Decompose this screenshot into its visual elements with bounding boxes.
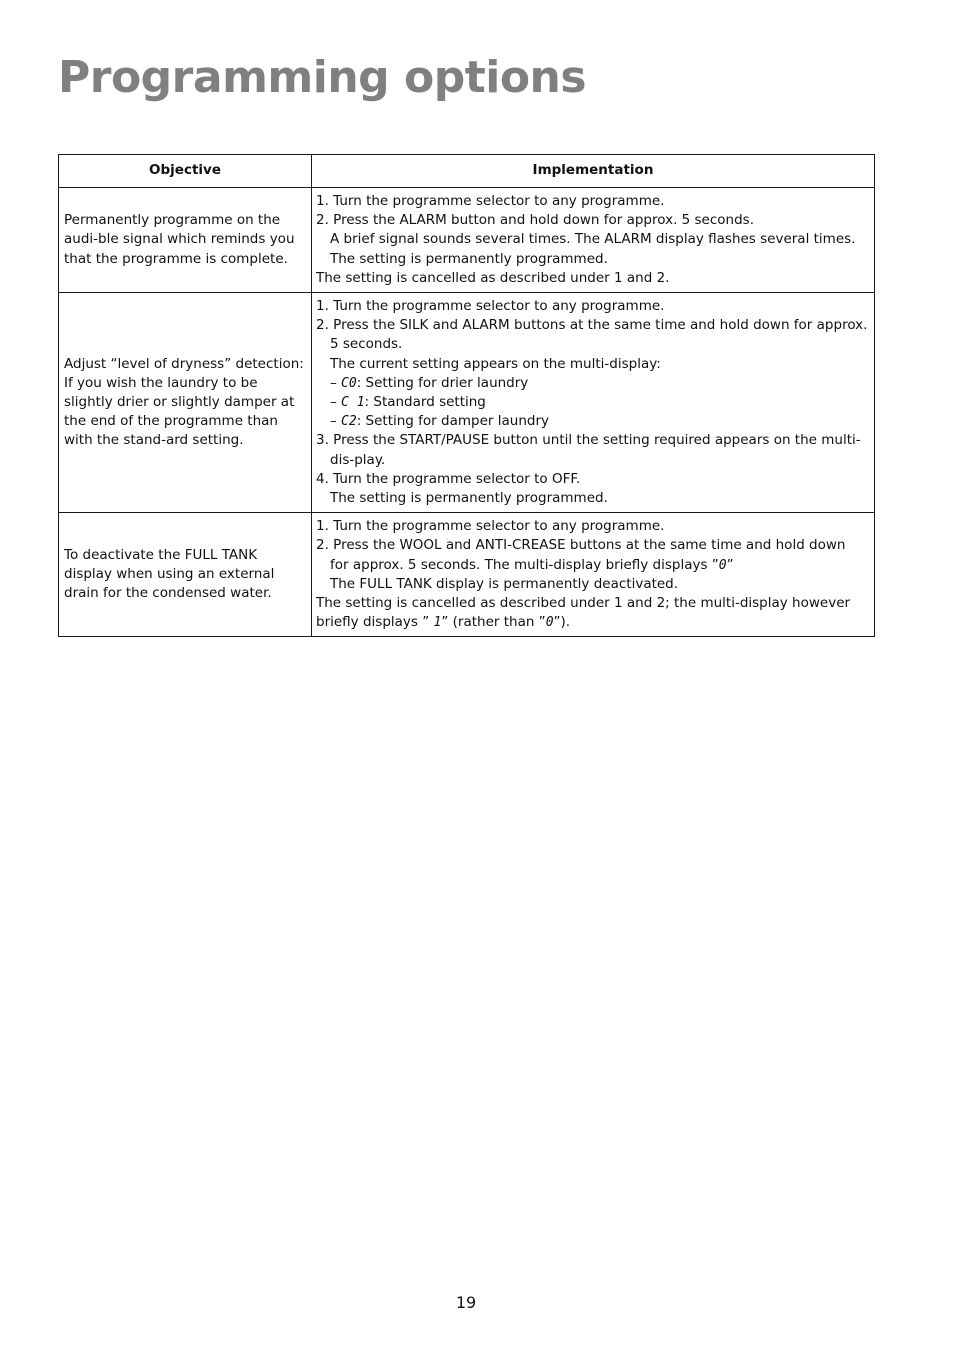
step-4-note: The setting is permanently programmed.	[330, 490, 608, 507]
step-4: 4. Turn the programme selector to OFF.	[316, 470, 581, 487]
option-text: : Setting for damper laundry	[356, 413, 549, 430]
option-dash: –	[330, 413, 337, 430]
option-dash: –	[330, 374, 337, 391]
objective-cell: To deactivate the FULL TANK display when using an external drain for the condensed water.	[59, 513, 312, 637]
header-implementation: Implementation	[312, 155, 875, 188]
display-code: C 1	[341, 395, 365, 411]
implementation-cell	[312, 293, 875, 513]
step-1: 1. Turn the programme selector to any programme.	[316, 193, 665, 209]
implementation-cell	[312, 188, 875, 293]
implementation-cell	[312, 513, 875, 637]
table-row	[59, 188, 875, 293]
display-code: C0	[341, 375, 357, 391]
step-2-text-end: ”	[726, 556, 734, 573]
option-text: : Standard setting	[364, 394, 486, 411]
option-text: : Setting for drier laundry	[356, 374, 529, 391]
step-1: 1. Turn the programme selector to any programme.	[316, 298, 665, 315]
step-2-note: A brief signal sounds several times. The ALARM display flashes several times.	[330, 231, 856, 248]
page-number: 19	[455, 1293, 477, 1312]
display-code: 0	[545, 615, 554, 631]
step-2-note: The FULL TANK display is permanently deactivated.	[330, 575, 679, 592]
step-3: 3. Press the START/PAUSE button until the setting required appears on the multi-dis-play.	[316, 432, 861, 468]
objective-cell: Adjust “level of dryness” detection: If you wish the laundry to be slightly drier or slightly damper at the end of the programme than with the stand-ard setting.	[59, 293, 312, 513]
dryness-option	[316, 393, 868, 412]
step-1: 1. Turn the programme selector to any programme.	[316, 518, 665, 535]
cancel-text: The setting is cancelled as described under 1 and 2; the multi-display however briefly displays ”	[316, 595, 851, 631]
table-row	[59, 293, 875, 513]
dryness-option	[316, 412, 868, 431]
step-2: 2. Press the SILK and ALARM buttons at the same time and hold down for approx. 5 seconds.	[316, 317, 868, 353]
cancel-note: The setting is cancelled as described under 1 and 2.	[316, 269, 670, 286]
cancel-note	[316, 594, 868, 632]
display-code: C2	[341, 414, 357, 430]
display-code: 0	[718, 557, 727, 573]
dryness-option	[316, 374, 868, 393]
cancel-text: ”).	[553, 614, 571, 631]
step-2-text: 2. Press the WOOL and ANTI-CREASE buttons at the same time and hold down for approx. 5 seconds. The multi-display briefly displays ”	[316, 537, 846, 573]
table-row	[59, 513, 875, 637]
option-dash: –	[330, 394, 337, 411]
step-2-note: The current setting appears on the multi-display:	[330, 355, 661, 372]
display-code: 1	[433, 615, 442, 631]
programming-options-table	[58, 154, 875, 637]
header-objective: Objective	[59, 155, 312, 188]
page-title: Programming options	[58, 52, 587, 103]
step-2: 2. Press the ALARM button and hold down for approx. 5 seconds.	[316, 212, 754, 229]
table-header-row	[59, 155, 875, 188]
objective-cell: Permanently programme on the audi-ble signal which reminds you that the programme is complete.	[59, 188, 312, 293]
step-2-note: The setting is permanently programmed.	[330, 250, 608, 267]
cancel-text: ” (rather than ”	[441, 614, 546, 631]
step-2	[316, 536, 868, 574]
